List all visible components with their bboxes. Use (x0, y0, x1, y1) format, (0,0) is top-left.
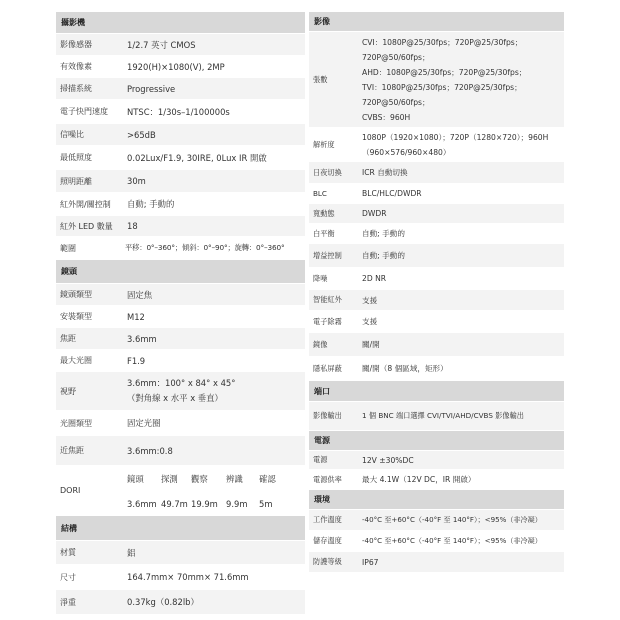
spec-row: 電子快門速度 NTSC：1/30s–1/100000s (56, 99, 305, 123)
spec-row: 信噪比 >65dB (56, 123, 305, 145)
spec-row: 範圍 平移：0°–360°；傾斜：0°–90°；旋轉：0°–360° (56, 236, 305, 259)
dori-value: 9.9m (226, 498, 248, 509)
spec-row: 電源供率 最大 4.1W（12V DC，IR 開啟） (309, 469, 564, 489)
spec-row: 材質 鋁 (56, 540, 305, 564)
dori-header: 觀察 (191, 473, 208, 484)
spec-row: 鏡頭類型 固定焦 (56, 283, 305, 305)
spec-row: 增益控制 自動; 手動的 (309, 243, 564, 267)
spec-row-resolution: 解析度 1080P（1920×1080）；720P（1280×720）；960H （960×576/960×480） (309, 127, 564, 161)
dori-table (127, 473, 289, 509)
spec-row: 鏡像 關/開 (309, 332, 564, 356)
spec-row: 近焦距 3.6mm:0.8 (56, 435, 305, 465)
section-header-power: 電源 (309, 430, 564, 450)
spec-row: 白平衡 自動; 手動的 (309, 223, 564, 243)
spec-row: 最低照度 0.02Lux/F1.9, 30IRE, 0Lux IR 開啟 (56, 145, 305, 169)
spec-row: 智能紅外 支援 (309, 289, 564, 310)
dori-value: 3.6mm (127, 498, 157, 509)
spec-row: 電子除霧 支援 (309, 310, 564, 332)
spec-row: 紅外開/關控制 自動; 手動的 (56, 192, 305, 215)
spec-row: 工作溫度 -40°C 至+60°C（-40°F 至 140°F）；<95%（非冷凝） (309, 509, 564, 530)
spec-row: 有效像素 1920(H)×1080(V), 2MP (56, 55, 305, 77)
section-header-camera: 攝影機 (56, 11, 305, 33)
spec-row: 掃描系統 Progressive (56, 77, 305, 99)
spec-row: 照明距離 30m (56, 169, 305, 192)
spec-row: 安裝類型 M12 (56, 305, 305, 327)
spec-row: 影像輸出 1 個 BNC 端口選擇 CVI/TVI/AHD/CVBS 影像輸出 (309, 401, 564, 430)
spec-row: 焦距 3.6mm (56, 327, 305, 349)
spec-row: 隱私屏蔽 關/開（8 個區域，矩形） (309, 356, 564, 380)
spec-row-dori: DORI 鏡頭 探測 觀察 辨識 確認 3.6mm 49.7m 19.9m 9.9m 5m (56, 465, 305, 515)
spec-row: 光圈類型 固定光圈 (56, 410, 305, 435)
spec-row: 電源 12V ±30%DC (309, 450, 564, 469)
section-header-video: 影像 (309, 11, 564, 31)
section-header-lens: 鏡頭 (56, 259, 305, 283)
spec-row: 淨重 0.37kg（0.82lb） (56, 589, 305, 614)
spec-row-frame-rate: 張數 CVI：1080P@25/30fps；720P@25/30fps； 720P@50/60fps； AHD：1080P@25/30fps；720P@25/30fps； TVI：1080P@25/30fps；720P@25/30fps； 720P@50/60fps； CVBS：960H (309, 31, 564, 127)
dori-header: 探測 (161, 473, 178, 484)
spec-row: 最大光圈 F1.9 (56, 349, 305, 371)
left-spec-column (56, 11, 305, 614)
dori-value: 49.7m (161, 498, 188, 509)
section-header-environment: 環境 (309, 489, 564, 509)
spec-row: 影像感器 1/2.7 英寸 CMOS (56, 33, 305, 55)
spec-row: 儲存溫度 -40°C 至+60°C（-40°F 至 140°F）；<95%（非冷凝） (309, 530, 564, 551)
spec-row-fov: 視野 3.6mm：100° x 84° x 45° （對角線 x 水平 x 垂直） (56, 371, 305, 410)
dori-header: 確認 (259, 473, 276, 484)
dori-header: 辨識 (226, 473, 243, 484)
spec-row: 降噪 2D NR (309, 267, 564, 289)
spec-row: BLC BLC/HLC/DWDR (309, 183, 564, 203)
dori-value: 5m (259, 498, 273, 509)
spec-row: 防護等級 IP67 (309, 551, 564, 572)
section-header-port: 端口 (309, 380, 564, 401)
section-header-structure: 結構 (56, 515, 305, 540)
spec-row: 日夜切換 ICR 自動切換 (309, 161, 564, 183)
right-spec-column (309, 11, 564, 572)
spec-row: 寬動態 DWDR (309, 203, 564, 223)
dori-header: 鏡頭 (127, 473, 144, 484)
dori-value: 19.9m (191, 498, 218, 509)
spec-row: 紅外 LED 數量 18 (56, 215, 305, 236)
spec-row: 尺寸 164.7mm× 70mm× 71.6mm (56, 564, 305, 589)
